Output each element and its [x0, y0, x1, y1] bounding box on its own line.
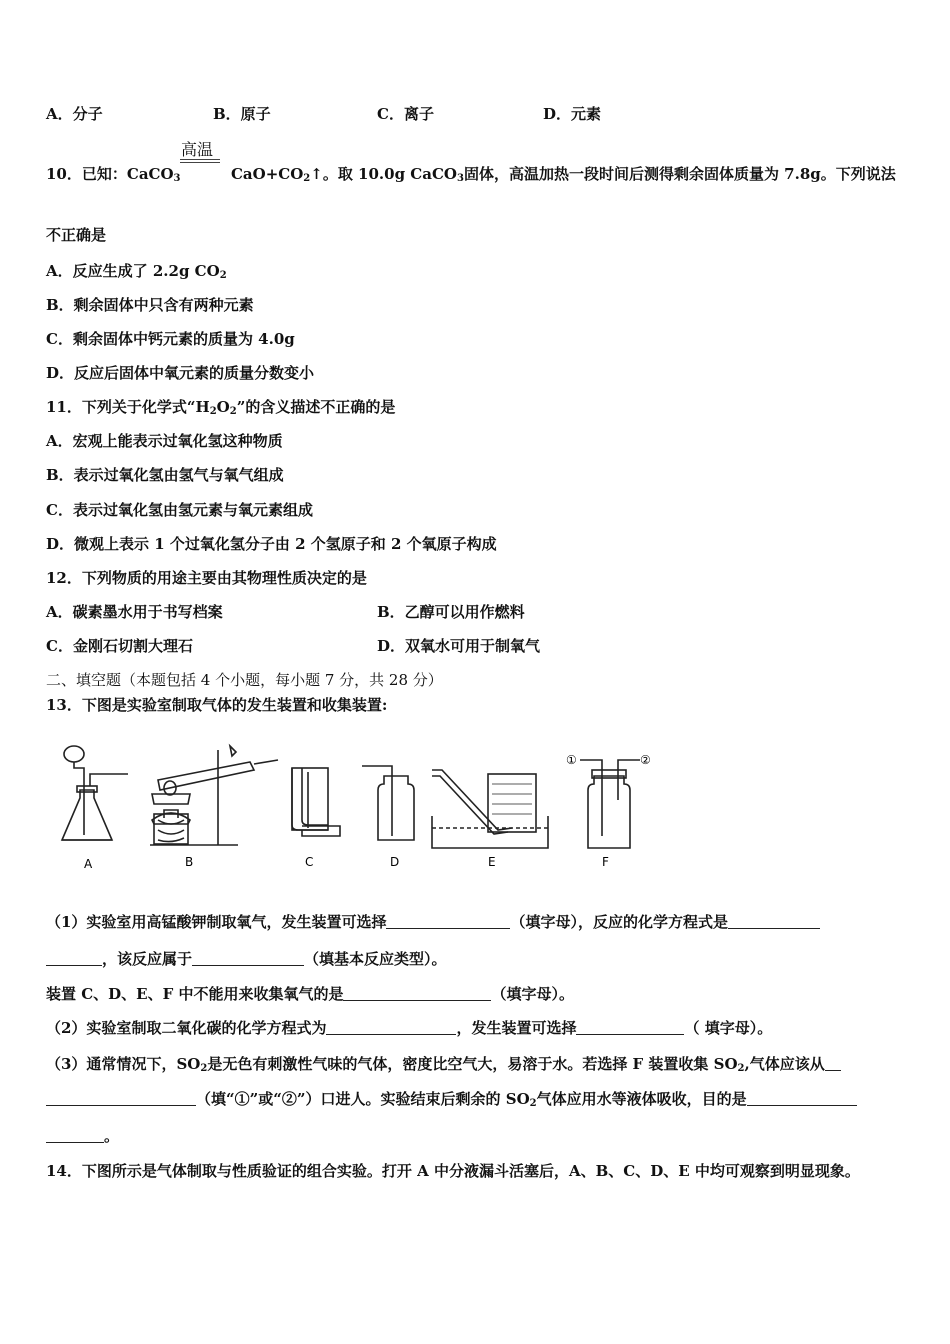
q13-part1-line3: 装置 C、D、E、F 中不能用来收集氧气的是 （填字母）。 [46, 985, 574, 1003]
q10-stem-line2: 不正确是 [46, 226, 107, 244]
apparatus-label-b: B [185, 855, 194, 869]
q13-stem: 13．下图是实验室制取气体的发生装置和收集装置: [46, 696, 388, 714]
q12-stem: 12．下列物质的用途主要由其物理性质决定的是 [46, 569, 367, 587]
answer-blank[interactable] [825, 1056, 841, 1071]
q10-stem: 10．已知：CaCO$_3$ $CaO+CO_2↑$。取 10.0g CaCO$_3$固体，高温加热一段时间后测得剩余固体质量为 7.8g。下列说法 [46, 165, 896, 184]
reaction-condition: 高温 [181, 140, 214, 159]
q13-part3-line1: （3）通常情况下，$SO_2$是无色有刺激性气味的气体，密度比空气大，易溶于水。若选择 F 装置收集 $SO_2$,气体应该从 [46, 1053, 841, 1074]
q13-part3-line3: 。 [46, 1125, 119, 1146]
answer-blank[interactable] [326, 1020, 456, 1035]
port-1-label: ① [566, 753, 577, 767]
q10-option-c: C．剩余固体中钙元素的质量为 4.0g [46, 330, 295, 348]
answer-blank[interactable] [46, 951, 102, 966]
answer-blank[interactable] [46, 1091, 196, 1106]
apparatus-label-f: F [602, 855, 609, 869]
answer-blank[interactable] [386, 914, 510, 929]
q9-option-d: D．元素 [543, 105, 602, 123]
q11-option-b: B．表示过氧化氢由氢气与氧气组成 [46, 466, 284, 484]
q13-part3-line2: （填“①”或“②”）口进人。实验结束后剩余的 $SO_2$气体应用水等液体吸收，目的是 [46, 1088, 857, 1109]
q11-option-d: D．微观上表示 1 个过氧化氢分子由 2 个氢原子和 2 个氧原子构成 [46, 535, 497, 553]
apparatus-label-c: C [305, 855, 314, 869]
port-2-label: ② [640, 753, 651, 767]
apparatus-f [580, 760, 640, 848]
q13-part1-line1: （1）实验室用高锰酸钾制取氧气，发生装置可选择 （填字母），反应的化学方程式是 [46, 911, 820, 932]
q12-option-d: D．双氧水可用于制氧气 [377, 637, 541, 655]
q9-option-a: A．分子 [46, 105, 103, 123]
apparatus-label-a: A [84, 857, 93, 871]
answer-blank[interactable] [728, 914, 820, 929]
apparatus-d [362, 766, 414, 840]
q13-part2: （2）实验室制取二氧化碳的化学方程式为 ，发生装置可选择 （ 填字母）。 [46, 1019, 773, 1037]
answer-blank[interactable] [747, 1091, 857, 1106]
equation-line-top [180, 159, 220, 160]
answer-blank[interactable] [46, 1128, 104, 1143]
q12-option-c: C．金刚石切割大理石 [46, 637, 193, 655]
answer-blank[interactable] [192, 951, 304, 966]
q10-option-b: B．剩余固体中只含有两种元素 [46, 296, 254, 314]
q13-part1-line2: ，该反应属于 （填基本反应类型）。 [46, 948, 447, 969]
q9-option-b: B．原子 [213, 105, 271, 123]
q12-option-b: B．乙醇可以用作燃料 [377, 603, 525, 621]
apparatus-b [150, 746, 278, 845]
apparatus-a [62, 746, 128, 840]
q11-option-a: A．宏观上能表示过氧化氢这种物质 [46, 432, 283, 450]
q9-option-c: C．离子 [377, 105, 434, 123]
q10-option-d: D．反应后固体中氧元素的质量分数变小 [46, 364, 315, 382]
answer-blank[interactable] [343, 986, 491, 1001]
apparatus-figure [40, 740, 680, 875]
q11-stem: 11．下列关于化学式“$H_2O_2$”的含义描述不正确的是 [46, 398, 396, 417]
answer-blank[interactable] [576, 1020, 684, 1035]
apparatus-c [292, 768, 340, 836]
section-heading: 二、填空题（本题包括 4 个小题，每小题 7 分，共 28 分） [46, 671, 443, 689]
apparatus-label-e: E [488, 855, 496, 869]
q12-option-a: A．碳素墨水用于书写档案 [46, 603, 223, 621]
apparatus-e [432, 770, 548, 848]
q11-option-c: C．表示过氧化氢由氢元素与氧元素组成 [46, 501, 313, 519]
apparatus-label-d: D [390, 855, 400, 869]
q10-option-a: A．反应生成了 2.2g $CO_2$ [46, 262, 227, 281]
q14-stem: 14．下图所示是气体制取与性质验证的组合实验。打开 A 中分液漏斗活塞后，A、B、C、D、E 中均可观察到明显现象。 [46, 1162, 860, 1180]
